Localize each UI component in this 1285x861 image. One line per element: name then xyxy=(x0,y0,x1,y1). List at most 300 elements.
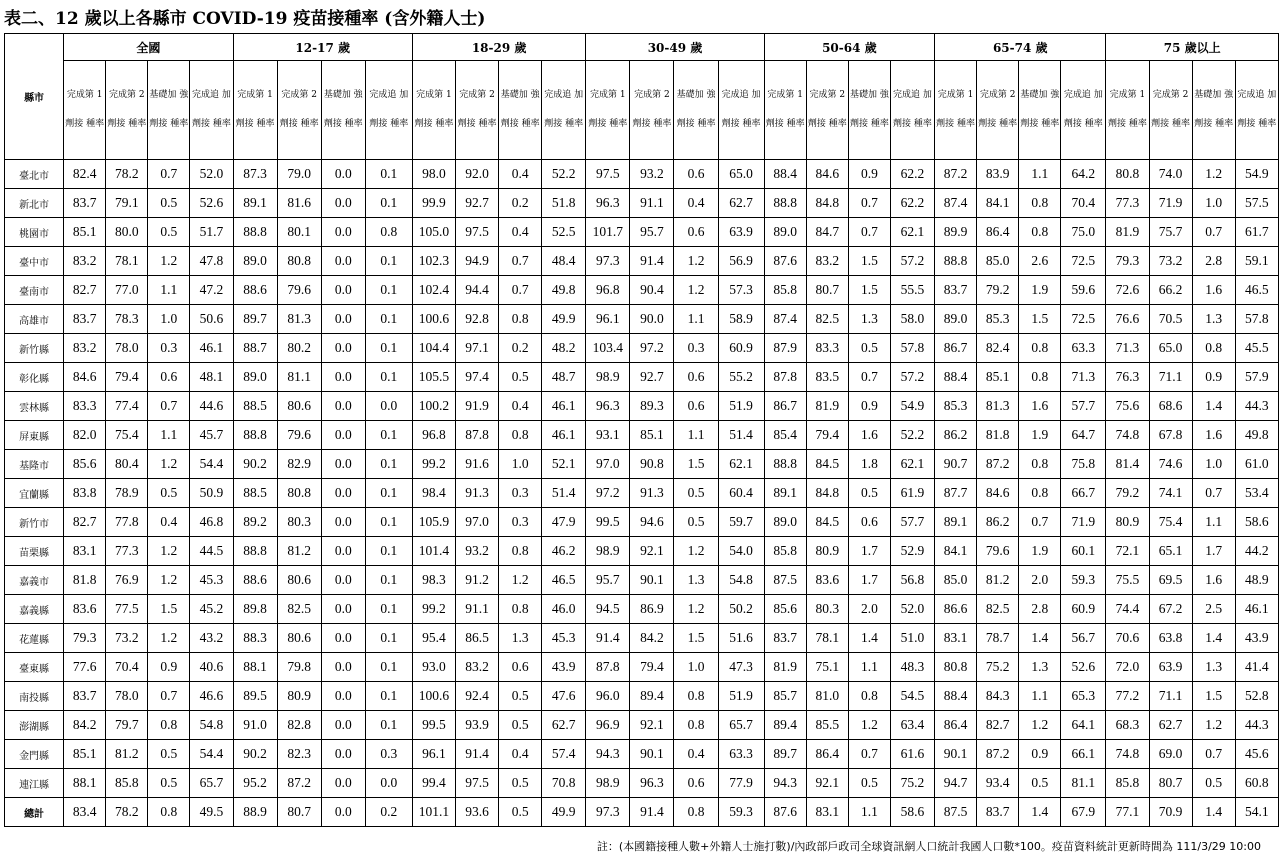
rate-cell: 80.8 xyxy=(277,247,321,276)
age-group-header: 65-74 歲 xyxy=(935,34,1106,61)
rate-cell: 89.5 xyxy=(233,682,277,711)
rate-cell: 0.7 xyxy=(148,682,190,711)
rate-cell: 61.0 xyxy=(1235,450,1278,479)
metric-header: 基礎加 強劑接 種率 xyxy=(1192,61,1235,160)
rate-cell: 97.1 xyxy=(456,334,499,363)
rate-cell: 0.4 xyxy=(499,740,542,769)
rate-cell: 92.1 xyxy=(630,711,674,740)
rate-cell: 89.9 xyxy=(935,218,977,247)
rate-cell: 45.7 xyxy=(190,421,233,450)
rate-cell: 83.9 xyxy=(977,160,1019,189)
rate-cell: 64.2 xyxy=(1061,160,1106,189)
rate-cell: 96.1 xyxy=(412,740,455,769)
metric-header: 完成第 2 劑接 種率 xyxy=(806,61,848,160)
rate-cell: 97.0 xyxy=(456,508,499,537)
county-name: 臺南市 xyxy=(5,276,64,305)
age-group-header: 75 歲以上 xyxy=(1106,34,1279,61)
rate-cell: 85.8 xyxy=(764,537,806,566)
age-group-header: 50-64 歲 xyxy=(764,34,934,61)
rate-cell: 52.1 xyxy=(542,450,586,479)
rate-cell: 83.7 xyxy=(64,305,106,334)
rate-cell: 54.4 xyxy=(190,740,233,769)
rate-cell: 91.4 xyxy=(630,798,674,827)
rate-cell: 0.8 xyxy=(674,682,718,711)
metric-header: 完成第 2 劑接 種率 xyxy=(456,61,499,160)
county-name: 新竹市 xyxy=(5,508,64,537)
rate-cell: 67.9 xyxy=(1061,798,1106,827)
rate-cell: 97.5 xyxy=(456,218,499,247)
rate-cell: 62.2 xyxy=(890,189,934,218)
age-group-header: 全國 xyxy=(64,34,233,61)
rate-cell: 93.2 xyxy=(630,160,674,189)
rate-cell: 48.4 xyxy=(542,247,586,276)
rate-cell: 85.1 xyxy=(630,421,674,450)
rate-cell: 91.0 xyxy=(233,711,277,740)
rate-cell: 1.6 xyxy=(1192,276,1235,305)
rate-cell: 0.9 xyxy=(848,160,890,189)
rate-cell: 87.8 xyxy=(586,653,630,682)
rate-cell: 0.8 xyxy=(1192,334,1235,363)
rate-cell: 44.3 xyxy=(1235,392,1278,421)
rate-cell: 61.9 xyxy=(890,479,934,508)
rate-cell: 73.2 xyxy=(1149,247,1192,276)
rate-cell: 87.2 xyxy=(935,160,977,189)
rate-cell: 94.3 xyxy=(586,740,630,769)
rate-cell: 88.3 xyxy=(233,624,277,653)
rate-cell: 0.0 xyxy=(321,334,365,363)
rate-cell: 86.2 xyxy=(977,508,1019,537)
rate-cell: 79.6 xyxy=(977,537,1019,566)
rate-cell: 85.0 xyxy=(977,247,1019,276)
rate-cell: 1.6 xyxy=(1192,566,1235,595)
rate-cell: 79.3 xyxy=(1106,247,1149,276)
county-name: 高雄市 xyxy=(5,305,64,334)
rate-cell: 75.4 xyxy=(1149,508,1192,537)
rate-cell: 46.6 xyxy=(190,682,233,711)
rate-cell: 1.1 xyxy=(1019,682,1061,711)
rate-cell: 83.6 xyxy=(806,566,848,595)
rate-cell: 91.4 xyxy=(586,624,630,653)
county-name: 嘉義市 xyxy=(5,566,64,595)
rate-cell: 83.1 xyxy=(806,798,848,827)
rate-cell: 55.2 xyxy=(718,363,764,392)
rate-cell: 65.7 xyxy=(718,711,764,740)
rate-cell: 1.2 xyxy=(148,450,190,479)
rate-cell: 97.5 xyxy=(586,160,630,189)
rate-cell: 0.8 xyxy=(148,798,190,827)
county-name: 南投縣 xyxy=(5,682,64,711)
rate-cell: 93.4 xyxy=(977,769,1019,798)
rate-cell: 64.1 xyxy=(1061,711,1106,740)
rate-cell: 1.2 xyxy=(148,247,190,276)
rate-cell: 0.1 xyxy=(365,653,412,682)
rate-cell: 85.8 xyxy=(1106,769,1149,798)
table-row xyxy=(5,392,1279,421)
rate-cell: 59.3 xyxy=(718,798,764,827)
rate-cell: 1.4 xyxy=(1192,624,1235,653)
rate-cell: 88.4 xyxy=(935,682,977,711)
rate-cell: 85.3 xyxy=(977,305,1019,334)
rate-cell: 0.5 xyxy=(848,479,890,508)
rate-cell: 0.8 xyxy=(1019,334,1061,363)
rate-cell: 85.5 xyxy=(806,711,848,740)
rate-cell: 82.7 xyxy=(64,508,106,537)
rate-cell: 75.6 xyxy=(1106,392,1149,421)
rate-cell: 84.7 xyxy=(806,218,848,247)
rate-cell: 1.1 xyxy=(148,421,190,450)
metric-header: 完成第 2 劑接 種率 xyxy=(630,61,674,160)
rate-cell: 84.2 xyxy=(64,711,106,740)
rate-cell: 92.7 xyxy=(630,363,674,392)
rate-cell: 0.1 xyxy=(365,276,412,305)
rate-cell: 82.5 xyxy=(977,595,1019,624)
rate-cell: 89.0 xyxy=(764,508,806,537)
rate-cell: 63.4 xyxy=(890,711,934,740)
rate-cell: 104.4 xyxy=(412,334,455,363)
rate-cell: 98.9 xyxy=(586,769,630,798)
rate-cell: 83.3 xyxy=(806,334,848,363)
rate-cell: 0.0 xyxy=(321,479,365,508)
rate-cell: 100.2 xyxy=(412,392,455,421)
rate-cell: 97.0 xyxy=(586,450,630,479)
rate-cell: 84.8 xyxy=(806,479,848,508)
rate-cell: 44.2 xyxy=(1235,537,1278,566)
rate-cell: 46.1 xyxy=(542,421,586,450)
rate-cell: 83.7 xyxy=(64,189,106,218)
rate-cell: 95.7 xyxy=(630,218,674,247)
rate-cell: 84.2 xyxy=(630,624,674,653)
metric-header: 完成第 2 劑接 種率 xyxy=(1149,61,1192,160)
rate-cell: 52.0 xyxy=(890,595,934,624)
rate-cell: 87.2 xyxy=(277,769,321,798)
vaccination-rate-table xyxy=(4,33,1279,827)
rate-cell: 1.3 xyxy=(1019,653,1061,682)
rate-cell: 77.6 xyxy=(64,653,106,682)
rate-cell: 80.8 xyxy=(1106,160,1149,189)
rate-cell: 84.5 xyxy=(806,450,848,479)
rate-cell: 51.4 xyxy=(718,421,764,450)
rate-cell: 0.2 xyxy=(499,189,542,218)
rate-cell: 89.0 xyxy=(935,305,977,334)
rate-cell: 89.7 xyxy=(233,305,277,334)
rate-cell: 77.8 xyxy=(106,508,148,537)
rate-cell: 75.0 xyxy=(1061,218,1106,247)
rate-cell: 79.4 xyxy=(806,421,848,450)
rate-cell: 75.2 xyxy=(890,769,934,798)
rate-cell: 78.2 xyxy=(106,160,148,189)
rate-cell: 54.8 xyxy=(190,711,233,740)
rate-cell: 43.2 xyxy=(190,624,233,653)
rate-cell: 78.3 xyxy=(106,305,148,334)
rate-cell: 57.2 xyxy=(890,363,934,392)
rate-cell: 81.2 xyxy=(977,566,1019,595)
rate-cell: 1.1 xyxy=(848,798,890,827)
rate-cell: 1.7 xyxy=(1192,537,1235,566)
rate-cell: 47.3 xyxy=(718,653,764,682)
rate-cell: 57.9 xyxy=(1235,363,1278,392)
rate-cell: 70.5 xyxy=(1149,305,1192,334)
rate-cell: 88.8 xyxy=(935,247,977,276)
rate-cell: 1.0 xyxy=(1192,450,1235,479)
rate-cell: 80.9 xyxy=(806,537,848,566)
rate-cell: 0.5 xyxy=(499,711,542,740)
rate-cell: 87.6 xyxy=(764,798,806,827)
rate-cell: 105.5 xyxy=(412,363,455,392)
rate-cell: 76.9 xyxy=(106,566,148,595)
rate-cell: 0.1 xyxy=(365,566,412,595)
rate-cell: 88.8 xyxy=(233,421,277,450)
rate-cell: 45.3 xyxy=(190,566,233,595)
table-row xyxy=(5,450,1279,479)
rate-cell: 75.2 xyxy=(977,653,1019,682)
table-row xyxy=(5,566,1279,595)
rate-cell: 84.6 xyxy=(806,160,848,189)
rate-cell: 0.0 xyxy=(321,711,365,740)
rate-cell: 82.4 xyxy=(977,334,1019,363)
table-row xyxy=(5,363,1279,392)
rate-cell: 82.7 xyxy=(64,276,106,305)
rate-cell: 0.4 xyxy=(674,740,718,769)
county-name: 金門縣 xyxy=(5,740,64,769)
rate-cell: 105.0 xyxy=(412,218,455,247)
rate-cell: 81.6 xyxy=(277,189,321,218)
rate-cell: 79.6 xyxy=(277,421,321,450)
rate-cell: 77.4 xyxy=(106,392,148,421)
rate-cell: 87.5 xyxy=(764,566,806,595)
rate-cell: 101.4 xyxy=(412,537,455,566)
rate-cell: 0.3 xyxy=(499,479,542,508)
rate-cell: 70.6 xyxy=(1106,624,1149,653)
rate-cell: 91.1 xyxy=(630,189,674,218)
rate-cell: 88.4 xyxy=(764,160,806,189)
rate-cell: 72.1 xyxy=(1106,537,1149,566)
rate-cell: 0.1 xyxy=(365,189,412,218)
rate-cell: 82.3 xyxy=(277,740,321,769)
rate-cell: 81.3 xyxy=(277,305,321,334)
table-row xyxy=(5,247,1279,276)
rate-cell: 81.8 xyxy=(977,421,1019,450)
rate-cell: 70.9 xyxy=(1149,798,1192,827)
rate-cell: 96.3 xyxy=(586,189,630,218)
rate-cell: 90.2 xyxy=(233,450,277,479)
rate-cell: 89.3 xyxy=(630,392,674,421)
rate-cell: 1.7 xyxy=(848,566,890,595)
rate-cell: 1.4 xyxy=(1019,624,1061,653)
rate-cell: 74.8 xyxy=(1106,421,1149,450)
rate-cell: 0.3 xyxy=(674,334,718,363)
rate-cell: 0.8 xyxy=(1019,363,1061,392)
rate-cell: 77.3 xyxy=(106,537,148,566)
rate-cell: 89.1 xyxy=(233,189,277,218)
rate-cell: 58.6 xyxy=(890,798,934,827)
rate-cell: 99.9 xyxy=(412,189,455,218)
rate-cell: 90.4 xyxy=(630,276,674,305)
rate-cell: 93.1 xyxy=(586,421,630,450)
rate-cell: 81.8 xyxy=(64,566,106,595)
rate-cell: 0.3 xyxy=(365,740,412,769)
rate-cell: 48.3 xyxy=(890,653,934,682)
rate-cell: 0.8 xyxy=(499,305,542,334)
rate-cell: 1.6 xyxy=(848,421,890,450)
rate-cell: 85.1 xyxy=(977,363,1019,392)
rate-cell: 77.0 xyxy=(106,276,148,305)
rate-cell: 63.9 xyxy=(718,218,764,247)
rate-cell: 86.2 xyxy=(935,421,977,450)
rate-cell: 85.8 xyxy=(106,769,148,798)
rate-cell: 99.2 xyxy=(412,595,455,624)
rate-cell: 50.2 xyxy=(718,595,764,624)
rate-cell: 60.9 xyxy=(718,334,764,363)
table-row xyxy=(5,334,1279,363)
rate-cell: 49.9 xyxy=(542,305,586,334)
rate-cell: 1.6 xyxy=(1192,421,1235,450)
rate-cell: 51.9 xyxy=(718,392,764,421)
rate-cell: 0.7 xyxy=(1192,740,1235,769)
county-name: 雲林縣 xyxy=(5,392,64,421)
rate-cell: 89.0 xyxy=(233,247,277,276)
table-row xyxy=(5,595,1279,624)
rate-cell: 98.0 xyxy=(412,160,455,189)
rate-cell: 60.4 xyxy=(718,479,764,508)
rate-cell: 65.0 xyxy=(1149,334,1192,363)
metric-header: 基礎加 強劑接 種率 xyxy=(1019,61,1061,160)
rate-cell: 46.5 xyxy=(542,566,586,595)
rate-cell: 46.2 xyxy=(542,537,586,566)
rate-cell: 87.5 xyxy=(935,798,977,827)
rate-cell: 50.6 xyxy=(190,305,233,334)
rate-cell: 0.1 xyxy=(365,305,412,334)
rate-cell: 0.0 xyxy=(321,508,365,537)
rate-cell: 87.7 xyxy=(935,479,977,508)
rate-cell: 93.6 xyxy=(456,798,499,827)
rate-cell: 94.7 xyxy=(935,769,977,798)
rate-cell: 76.6 xyxy=(1106,305,1149,334)
metric-header: 完成第 1 劑接 種率 xyxy=(764,61,806,160)
rate-cell: 52.0 xyxy=(190,160,233,189)
rate-cell: 54.1 xyxy=(1235,798,1278,827)
county-name: 新竹縣 xyxy=(5,334,64,363)
metric-header: 基礎加 強劑接 種率 xyxy=(499,61,542,160)
rate-cell: 80.8 xyxy=(277,479,321,508)
rate-cell: 85.3 xyxy=(935,392,977,421)
rate-cell: 78.0 xyxy=(106,682,148,711)
rate-cell: 0.8 xyxy=(1019,479,1061,508)
table-row xyxy=(5,682,1279,711)
rate-cell: 46.8 xyxy=(190,508,233,537)
rate-cell: 1.6 xyxy=(1019,392,1061,421)
rate-cell: 80.9 xyxy=(1106,508,1149,537)
rate-cell: 45.2 xyxy=(190,595,233,624)
rate-cell: 59.7 xyxy=(718,508,764,537)
rate-cell: 0.6 xyxy=(674,218,718,247)
rate-cell: 60.1 xyxy=(1061,537,1106,566)
rate-cell: 90.7 xyxy=(935,450,977,479)
rate-cell: 0.4 xyxy=(499,218,542,247)
rate-cell: 1.9 xyxy=(1019,537,1061,566)
rate-cell: 83.2 xyxy=(64,334,106,363)
rate-cell: 55.5 xyxy=(890,276,934,305)
rate-cell: 1.3 xyxy=(1192,653,1235,682)
rate-cell: 81.2 xyxy=(277,537,321,566)
rate-cell: 49.9 xyxy=(542,798,586,827)
rate-cell: 0.7 xyxy=(848,740,890,769)
rate-cell: 97.3 xyxy=(586,247,630,276)
rate-cell: 70.8 xyxy=(542,769,586,798)
table-row xyxy=(5,189,1279,218)
rate-cell: 91.1 xyxy=(456,595,499,624)
rate-cell: 0.6 xyxy=(674,392,718,421)
rate-cell: 1.1 xyxy=(148,276,190,305)
rate-cell: 80.6 xyxy=(277,566,321,595)
rate-cell: 103.4 xyxy=(586,334,630,363)
rate-cell: 83.5 xyxy=(806,363,848,392)
metric-header: 完成追 加劑接 種率 xyxy=(890,61,934,160)
rate-cell: 1.5 xyxy=(1019,305,1061,334)
rate-cell: 79.6 xyxy=(277,276,321,305)
rate-cell: 0.6 xyxy=(499,653,542,682)
rate-cell: 71.3 xyxy=(1106,334,1149,363)
rate-cell: 47.2 xyxy=(190,276,233,305)
rate-cell: 96.3 xyxy=(586,392,630,421)
rate-cell: 0.0 xyxy=(321,566,365,595)
rate-cell: 2.6 xyxy=(1019,247,1061,276)
rate-cell: 63.8 xyxy=(1149,624,1192,653)
rate-cell: 58.0 xyxy=(890,305,934,334)
rate-cell: 49.8 xyxy=(1235,421,1278,450)
rate-cell: 0.6 xyxy=(848,508,890,537)
rate-cell: 102.4 xyxy=(412,276,455,305)
rate-cell: 56.8 xyxy=(890,566,934,595)
metric-header: 基礎加 強劑接 種率 xyxy=(674,61,718,160)
rate-cell: 94.5 xyxy=(586,595,630,624)
table-row xyxy=(5,653,1279,682)
rate-cell: 50.9 xyxy=(190,479,233,508)
rate-cell: 87.8 xyxy=(764,363,806,392)
county-name: 臺北市 xyxy=(5,160,64,189)
rate-cell: 46.1 xyxy=(542,392,586,421)
rate-cell: 77.3 xyxy=(1106,189,1149,218)
rate-cell: 91.2 xyxy=(456,566,499,595)
rate-cell: 0.5 xyxy=(148,189,190,218)
rate-cell: 84.8 xyxy=(806,189,848,218)
rate-cell: 79.0 xyxy=(277,160,321,189)
rate-cell: 0.4 xyxy=(499,160,542,189)
rate-cell: 1.5 xyxy=(848,247,890,276)
rate-cell: 81.1 xyxy=(1061,769,1106,798)
rate-cell: 49.8 xyxy=(542,276,586,305)
rate-cell: 70.4 xyxy=(106,653,148,682)
rate-cell: 74.1 xyxy=(1149,479,1192,508)
rate-cell: 98.9 xyxy=(586,363,630,392)
rate-cell: 74.8 xyxy=(1106,740,1149,769)
rate-cell: 1.9 xyxy=(1019,276,1061,305)
rate-cell: 0.0 xyxy=(321,595,365,624)
rate-cell: 52.5 xyxy=(542,218,586,247)
rate-cell: 71.1 xyxy=(1149,682,1192,711)
rate-cell: 88.8 xyxy=(233,218,277,247)
rate-cell: 0.7 xyxy=(848,218,890,247)
rate-cell: 1.1 xyxy=(674,421,718,450)
metric-header: 完成第 1 劑接 種率 xyxy=(64,61,106,160)
rate-cell: 51.0 xyxy=(890,624,934,653)
rate-cell: 45.6 xyxy=(1235,740,1278,769)
rate-cell: 63.3 xyxy=(1061,334,1106,363)
rate-cell: 0.6 xyxy=(674,363,718,392)
rate-cell: 0.0 xyxy=(321,247,365,276)
rate-cell: 91.3 xyxy=(456,479,499,508)
table-row xyxy=(5,740,1279,769)
county-name: 苗栗縣 xyxy=(5,537,64,566)
